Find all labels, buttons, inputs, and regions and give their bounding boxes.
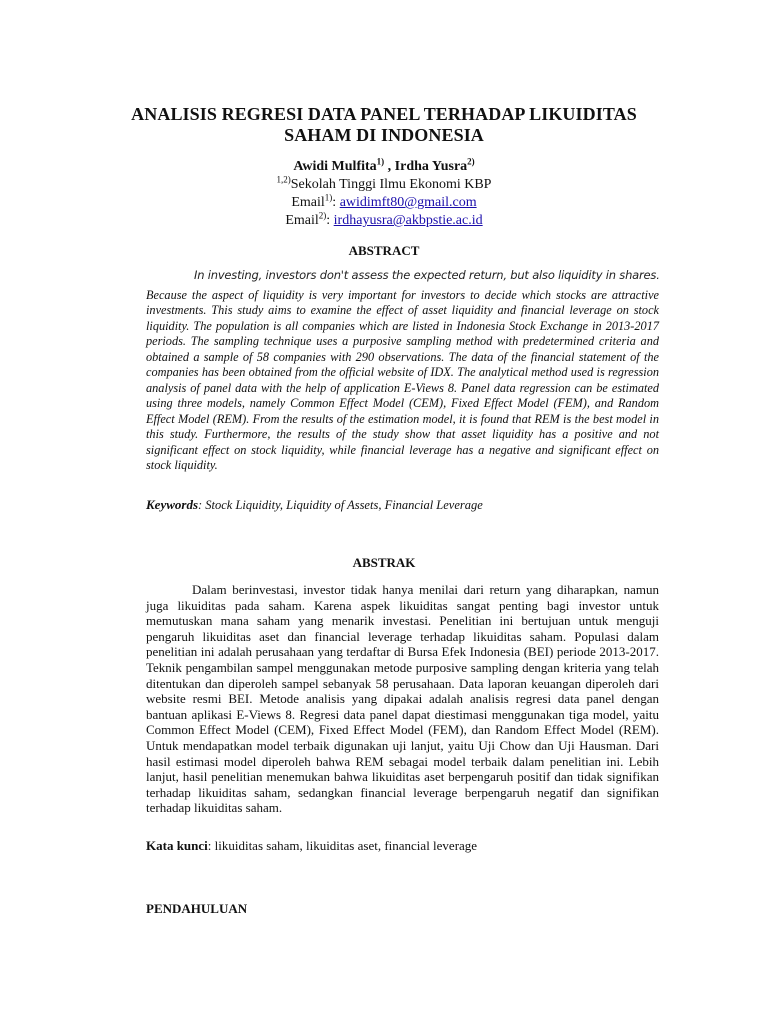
section-heading: PENDAHULUAN: [146, 901, 248, 916]
author-1: Awidi Mulfita: [293, 159, 377, 174]
email-1-line: Email$^{1)}$: awidimft80@gmail.com: [291, 192, 477, 210]
author-separator: ,: [384, 159, 395, 174]
email-2-sup: 2): [318, 210, 327, 221]
keywords-text: : Stock Liquidity, Liquidity of Assets, Financial Leverage: [198, 498, 483, 512]
kata-kunci-label: Kata kunci: [146, 838, 208, 853]
author-1-sup: 1): [376, 156, 385, 167]
abstract-body: Because the aspect of liquidity is very important for investors to decide which stocks are attractive investments. This study aims to examine the effect of asset liquidity and financial leverage on stock liquidity. The population is all companies which are listed in Indonesia Stock Exchange in 2013-2017 periods. The sampling technique uses a purposive sampling method with predetermined criteria and obtained a sample of 58 companies with 290 observations. The data of the financial statement of the companies has been obtained from the official website of IDX. The analytical method used is regression analysis of panel data with the help of application E-Views 8. Panel data regression can be estimated using three models, namely Common Effect Model (CEM), Fixed Effect Model (FEM), and Random Effect Model (REM). From the results of the estimation model, it is found that REM is the best model in this study. Furthermore, the results of the study show that asset liquidity has a positive and not significant effect on stock liquidity, while financial leverage has a negative and significant effect on stock liquidity.: [146, 288, 659, 472]
author-block: [0, 158, 768, 230]
title-line-1: ANALISIS REGRESI DATA PANEL TERHADAP LIKUIDITAS: [131, 104, 637, 124]
keywords-label: Keywords: [146, 497, 198, 512]
affiliation-sup: 1,2): [276, 174, 291, 185]
abstrak-body: Dalam berinvestasi, investor tidak hanya menilai dari return yang diharapkan, namun juga likuiditas pada saham. Karena aspek likuiditas sangat penting bagi investor untuk memutuskan mana saham yang menarik investasi. Penelitian ini bertujuan untuk menguji pengaruh likuiditas aset dan financial leverage terhadap likuiditas saham. Populasi dalam penelitian ini adalah perusahaan yang terdaftar di Bursa Efek Indonesia (BEI) periode 2013-2017. Teknik pengambilan sampel menggunakan metode purposive sampling dengan kriteria yang telah ditentukan dan diperoleh sampel sebanyak 58 perusahaan. Data laporan keuangan diperoleh dari website resmi BEI. Metode analisis yang dipakai adalah analisis regresi data panel dengan bantuan aplikasi E-Views 8. Regresi data panel dapat diestimasi menggunakan tiga model, yaitu Common Effect Model (CEM), Fixed Effect Model (FEM), dan Random Effect Model (REM). Untuk mendapatkan model terbaik digunakan uji lanjut, yaitu Uji Chow dan Uji Hausman. Dari hasil estimasi model diperoleh bahwa REM sebagai model terbaik dalam penelitian ini. Lebih lanjut, hasil penelitian menemukan bahwa likuiditas aset berpengaruh positif dan tidak signifikan terhadap likuiditas saham, sedangkan financial leverage berpengaruh negatif dan signifikan terhadap likuiditas saham.: [146, 582, 659, 816]
affiliation-text: Sekolah Tinggi Ilmu Ekonomi KBP: [290, 177, 492, 192]
abstract-heading: ABSTRACT: [348, 243, 420, 258]
kata-kunci-text: : likuiditas saham, likuiditas aset, financial leverage: [207, 838, 478, 853]
abstrak-paragraph: [146, 582, 659, 816]
author-2: Irdha Yusra: [394, 159, 468, 174]
affiliation: [0, 176, 768, 194]
email-1-sup: 1): [324, 192, 333, 203]
email-2-label: Email: [285, 213, 319, 228]
paper-title: [0, 104, 768, 146]
kata-kunci-line: [146, 838, 477, 854]
title-line-2: SAHAM DI INDONESIA: [284, 125, 484, 145]
email-2-line: Email$^{2)}$: irdhayusra@akbpstie.ac.id: [285, 210, 483, 228]
email-1-label: Email: [291, 195, 325, 210]
email-1-link[interactable]: awidimft80@gmail.com: [339, 195, 477, 210]
author-2-sup: 2): [467, 156, 475, 167]
abstrak-heading: ABSTRAK: [352, 555, 416, 570]
author-names: [0, 158, 768, 176]
keywords-line: [146, 497, 483, 513]
abstract-first-line: In investing, investors don't assess the expected return, but also liquidity in shares.: [194, 268, 660, 282]
email-2-link[interactable]: irdhayusra@akbpstie.ac.id: [333, 213, 483, 228]
